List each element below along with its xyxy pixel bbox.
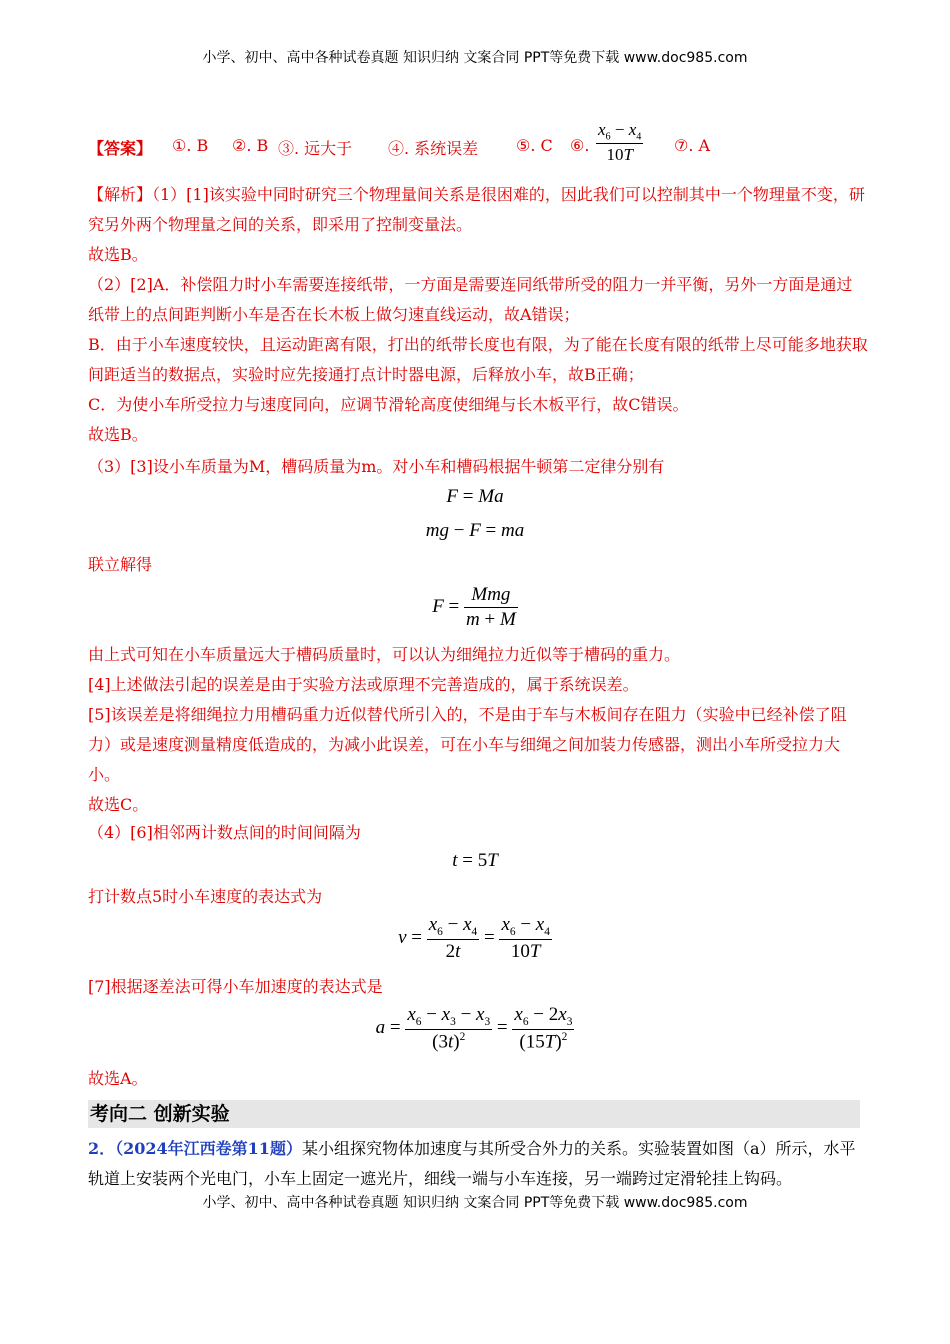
answer-item-1: ①. B (172, 136, 209, 155)
answer-item-7: ⑦. A (674, 136, 711, 155)
question-2 (88, 1134, 868, 1194)
analysis-p5-choice: 故选C。 (88, 795, 149, 814)
analysis-p1-choice: 故选B。 (88, 245, 148, 264)
page-header: 小学、初中、高中各种试卷真题 知识归纳 文案合同 PPT等免费下载 www.doc985.com (202, 50, 748, 66)
analysis-p3-intro: （3）[3]设小车质量为M，槽码质量为m。对小车和槽码根据牛顿第二定律分别有 (88, 457, 665, 476)
analysis-p7: [7]根据逐差法可得小车加速度的表达式是 (88, 977, 383, 996)
analysis-p2c: C．为使小车所受拉力与速度同向，应调节滑轮高度使细绳与长木板平行，故C错误。 (88, 395, 689, 414)
analysis-p2a: （2）[2]A．补偿阻力时小车需要连接纸带，一方面是需要连同纸带所受的阻力一并平衡，另外一方面是通过纸带上的点间距判断小车是否在长木板上做匀速直线运动，故A错误； (88, 275, 853, 324)
analysis-p5: [5]该误差是将细绳拉力用槽码重力近似替代所引入的，不是由于车与木板间存在阻力（实验中已经补偿了阻力）或是速度测量精度低造成的，为减小此误差，可在小车与细绳之间加装力传感器，测出小车所受拉力大小。 (88, 705, 847, 784)
answer-6-formula: $\frac{x_6 - x_4}{10T}$ (598, 120, 642, 165)
answer-item-3: ③. 远大于 (278, 139, 353, 158)
analysis-p3-join: 联立解得 (88, 555, 153, 574)
analysis-p1: 【解析】（1）[1]该实验中同时研究三个物理量间关系是很困难的，因此我们可以控制其中一个物理量不变，研究另外两个物理量之间的关系，即采用了控制变量法。 (88, 185, 865, 234)
equation-acceleration: a = $\frac{x_6 - x_3 - x_3}{(3t)^2}$ = $\frac{x_6 - 2x_3}{(15T)^2}$ (375, 1004, 573, 1053)
answer-item-6: ⑥. (570, 136, 590, 155)
answer-row (88, 122, 868, 170)
page-footer: 小学、初中、高中各种试卷真题 知识归纳 文案合同 PPT等免费下载 www.doc985.com (202, 1195, 748, 1211)
analysis-p4: [4]上述做法引起的误差是由于实验方法或原理不完善造成的，属于系统误差。 (88, 675, 639, 694)
equation-velocity: v = $\frac{x_6 - x_4}{2t}$ = $\frac{x_6 - x_4}{10T}$ (398, 914, 550, 962)
equation-F-solution: F = $\frac{\text{Mmg}}{m + M}$ (432, 584, 516, 630)
analysis-p2-choice: 故选B。 (88, 425, 148, 444)
question-2-source: （2024年江西卷第11题） (115, 1139, 302, 1158)
question-2-number: 2． (88, 1139, 116, 1158)
analysis-p6-intro: （4）[6]相邻两计数点间的时间间隔为 (88, 823, 361, 842)
section-title: 考向二 创新实验 (88, 1100, 860, 1128)
question-2-text: 某小组探究物体加速度与其所受合外力的关系。实验装置如图（a）所示，水平轨道上安装两个光电门，小车上固定一遮光片，细线一端与小车连接，另一端跨过定滑轮挂上钩码。 (88, 1139, 856, 1188)
equation-F-Ma: F = Ma (446, 486, 504, 507)
answer-item-5: ⑤. C (516, 136, 553, 155)
answer-label: 【答案】 (88, 139, 153, 158)
answer-item-4: ④. 系统误差 (388, 139, 479, 158)
answer-item-2: ②. B (232, 136, 269, 155)
equation-mg-F-ma: mg − F = ma (425, 520, 525, 541)
analysis-p3-conclusion: 由上式可知在小车质量远大于槽码质量时，可以认为细绳拉力近似等于槽码的重力。 (88, 645, 681, 664)
analysis-p2b: B．由于小车速度较快，且运动距离有限，打出的纸带长度也有限，为了能在长度有限的纸带上尽可能多地获取间距适当的数据点，实验时应先接通打点计时器电源，后释放小车，故B正确； (88, 335, 868, 384)
analysis-p6-speed: 打计数点5时小车速度的表达式为 (88, 887, 323, 906)
equation-t-5T: t = 5T (452, 850, 498, 871)
analysis-p7-choice: 故选A。 (88, 1069, 148, 1088)
